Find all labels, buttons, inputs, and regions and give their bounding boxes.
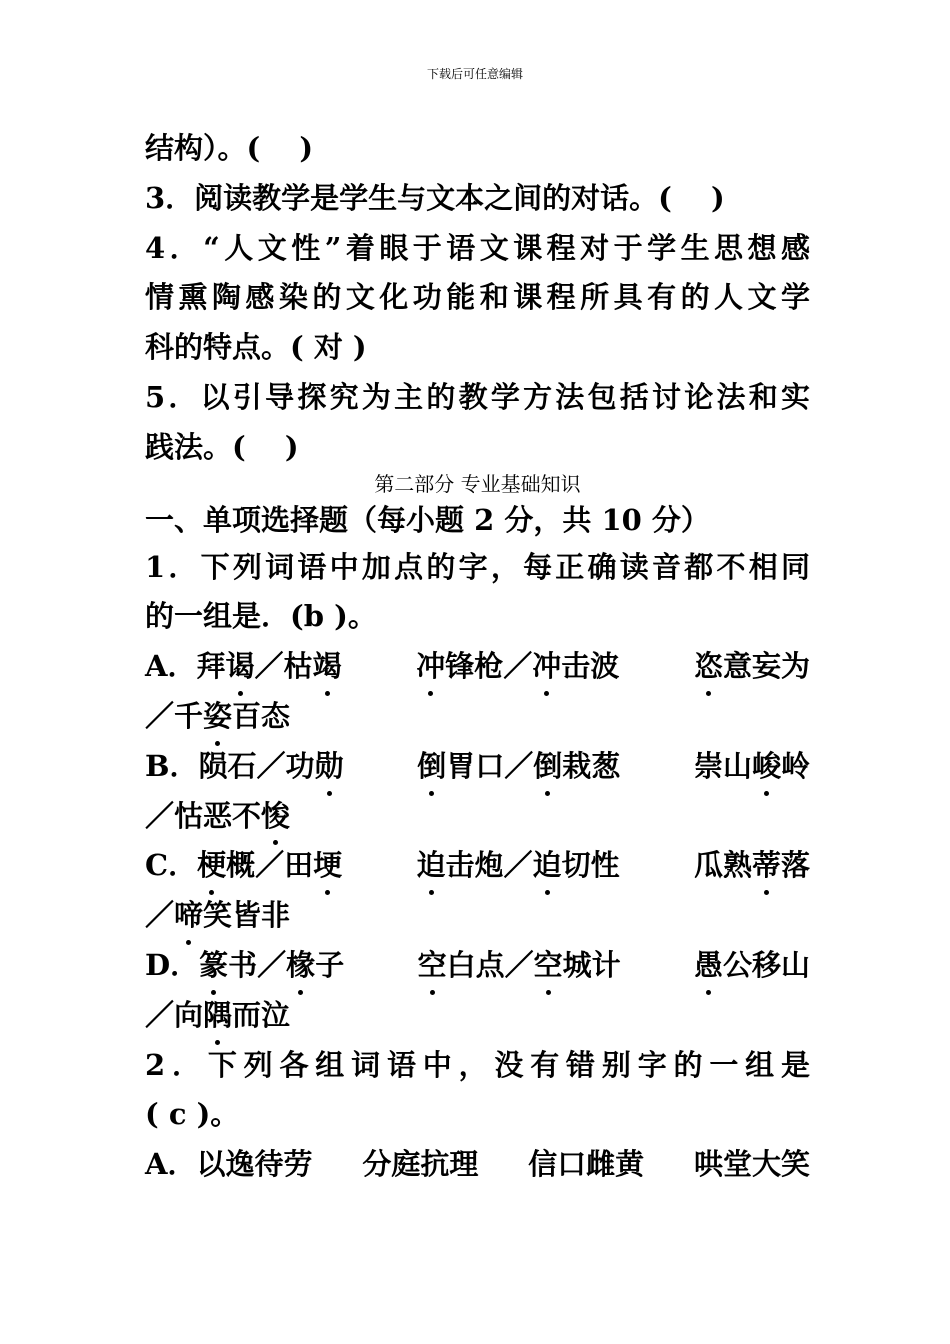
option-group: [694, 742, 810, 792]
text-line: 3．阅读教学是学生与文本之间的对话。( ): [145, 180, 725, 215]
section-title: 第二部分 专业基础知识: [374, 471, 581, 496]
dotted-char: 啼: [174, 891, 203, 941]
option-d-cont: [145, 991, 810, 1041]
word-text: 拜: [196, 649, 226, 684]
dotted-char: 勋: [315, 742, 344, 792]
page-header: 下载后可任意编辑: [426, 67, 523, 81]
word-text: 意妄为: [722, 649, 810, 684]
dotted-char: 椽: [286, 941, 315, 991]
dotted-char: 愚: [694, 941, 723, 991]
part-heading: 一、单项选择题（每小题 2 分，共 10 分）: [145, 502, 710, 537]
option-b: [145, 742, 810, 792]
dotted-char: 埂: [313, 841, 342, 891]
word-text: 哄堂大笑: [693, 1147, 810, 1182]
word-text: 以逸待劳: [196, 1147, 313, 1182]
option-a: [145, 1140, 810, 1190]
word-text: ／向: [145, 997, 204, 1032]
dotted-char: 迫: [533, 841, 562, 891]
option-group: [145, 742, 344, 792]
text-line: 结构）。( ): [145, 131, 314, 165]
dotted-char: 蒂: [752, 841, 781, 891]
text-line: 5．以引导探究为主的教学方法包括讨论法和实: [145, 379, 810, 414]
word-text: ／怙恶不: [145, 798, 262, 833]
dotted-char: 冲: [416, 642, 445, 692]
option-label: A．: [145, 1147, 197, 1182]
word-text: 百态: [232, 698, 291, 733]
dotted-char: 迫: [417, 841, 446, 891]
option-a-cont: [145, 692, 810, 742]
word-text: ／: [145, 898, 175, 933]
word-text: 落: [780, 848, 810, 883]
dotted-char: 梗: [197, 841, 226, 891]
option-group: [417, 841, 620, 891]
option-label: C．: [145, 848, 198, 883]
word-text: 笑皆非: [203, 898, 291, 933]
word-text: 崇山: [693, 748, 752, 783]
option-group: [694, 841, 810, 891]
word-text: 白点／: [446, 947, 534, 982]
option-label: A．: [145, 649, 197, 684]
word-text: 而泣: [232, 997, 291, 1032]
option-group: [145, 1140, 313, 1190]
dotted-char: 姿: [203, 692, 232, 742]
option-label: B．: [145, 748, 199, 783]
option-group: [694, 941, 810, 991]
word-text: 锋枪／: [445, 649, 533, 684]
option-group: [417, 742, 620, 792]
word-text: 瓜熟: [693, 848, 752, 883]
word-text: 书／: [228, 947, 287, 982]
word-text: 概／田: [226, 848, 314, 883]
text-line: 4．“人文性”着眼于语文课程对于学生思想感: [145, 230, 810, 265]
dotted-char: 篆: [199, 941, 228, 991]
dotted-char: 竭: [313, 642, 342, 692]
dotted-char: 隅: [203, 991, 232, 1041]
word-text: ／千: [145, 698, 204, 733]
word-text: ／枯: [254, 649, 313, 684]
option-c-cont: [145, 891, 810, 941]
word-text: 城计: [562, 947, 621, 982]
question-stem: ( c )。: [145, 1097, 240, 1132]
dotted-char: 冲: [532, 642, 561, 692]
word-text: 胃口／: [446, 748, 534, 783]
word-text: 公移山: [722, 947, 810, 982]
dotted-char: 谒: [226, 642, 255, 692]
dotted-char: 倒: [417, 742, 446, 792]
option-c: [145, 841, 810, 891]
word-text: 信口雌黄: [528, 1147, 645, 1182]
word-text: 切性: [561, 848, 620, 883]
question-stem: 2．下列各组词语中，没有错别字的一组是: [145, 1047, 810, 1082]
dotted-char: 峻: [752, 742, 781, 792]
word-text: 分庭抗理: [362, 1147, 479, 1182]
word-text: 击波: [561, 649, 620, 684]
option-group: [145, 642, 342, 692]
option-group: [694, 642, 810, 692]
option-d: [145, 941, 810, 991]
document-body: [145, 124, 810, 1190]
option-a: [145, 642, 810, 692]
word-text: 岭: [780, 748, 810, 783]
option-group: [418, 941, 621, 991]
word-text: 击炮／: [445, 848, 533, 883]
dotted-char: 恣: [694, 642, 723, 692]
text-line: 情熏陶感染的文化功能和课程所具有的人文学: [145, 280, 810, 315]
word-text: 陨石／功: [198, 748, 315, 783]
question-stem: 1．下列词语中加点的字，每正确读音都不相同: [145, 549, 810, 584]
option-label: D．: [145, 947, 200, 982]
dotted-char: 空: [534, 941, 563, 991]
option-group: [416, 642, 619, 692]
option-group: [145, 841, 342, 891]
dotted-char: 悛: [261, 792, 290, 842]
option-b-cont: [145, 792, 810, 842]
word-text: 子: [315, 947, 345, 982]
dotted-char: 倒: [533, 742, 562, 792]
dotted-char: 空: [418, 941, 447, 991]
question-stem: 的一组是．(b )。: [145, 599, 377, 634]
word-text: 栽葱: [562, 748, 621, 783]
option-group: [145, 941, 344, 991]
text-line: 践法。( ): [145, 429, 299, 464]
text-line: 科的特点。( 对 ): [145, 330, 367, 365]
